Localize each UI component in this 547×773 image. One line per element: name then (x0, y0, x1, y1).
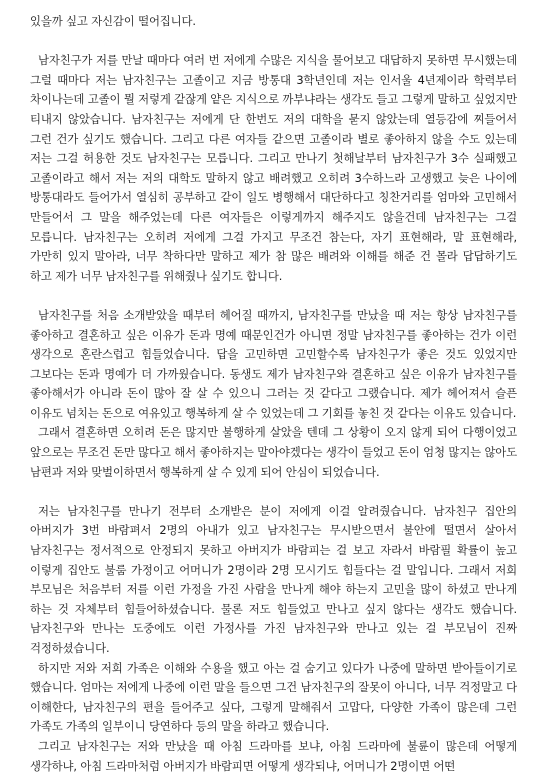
paragraph-4: 그래서 결혼하면 오히려 돈은 많지만 불행하게 살았을 텐데 그 상황이 오지 않게 되어 다행이었고 앞으로는 무조건 돈만 많다고 해서 좋아하지는 말아야겠다는 생각이 들었고 돈이 엄청 많지는 않아도 남편과 저와 맞벌이하면서 행복하게 살 수 있게 되어 안심이 되었습니다. (30, 425, 517, 479)
paragraph-5: 저는 남자친구를 만나기 전부터 소개받은 분이 저에게 이걸 알려줬습니다. 남자친구 집안의 아버지가 3번 바람펴서 2명의 아내가 있고 남자친구는 무시받으면서 불안에 떨면서 살아서 남자친구는 정서적으로 안정되지 못하고 아버지가 바람피는 걸 보고 자라서 바람필 확률이 높고 이렇게 집안도 불룸 가정이고 어머니가 2명이라 2명 모시기도 힘들다는 걸 말입니다. 그래서 저희 부모님은 처음부터 저를 이런 가정을 가진 사람을 만나게 해야 하는지 고민을 많이 하셨고 만나게 하는 것 자체부터 힘들어하셨습니다. 물론 저도 힘들었고 만나고 싶지 않다는 생각도 했습니다. 남자친구와 만나는 도중에도 이런 가정사를 가진 남자친구와 만나고 있는 걸 부모님이 진짜 걱정하셨습니다. (30, 503, 517, 655)
paragraph-1: 있을까 싶고 자신감이 떨어집니다. (30, 14, 196, 28)
paragraph-6: 하지만 저와 저희 가족은 이해와 수용을 했고 아는 걸 숨기고 있다가 나중에 말하면 받아들이기로 했습니다. 엄마는 저에게 나중에 이런 말을 들으면 그건 남자친구의 잘못이 아니다, 너무 걱정말고 다 이해한다, 남자친구의 편을 들어주고 싶다, 그렇게 말해줘서 고맙다, 다양한 가족이 많은데 그런 가족도 가족의 일부이니 당연하다 등의 말을 하라고 했습니다. (30, 660, 517, 734)
paragraph-3: 남자친구를 처음 소개받았을 때부터 헤어질 때까지, 남자친구를 만났을 때 저는 항상 남자친구를 좋아하고 결혼하고 싶은 이유가 돈과 명예 때문인건가 아니면 정말 남자친구를 좋아하는 건가 이런 생각으로 혼란스럽고 힘들었습니다. 답을 고민하면 고민할수록 남자친구가 좋은 것도 있었지만 그보다는 돈과 명예가 더 가까웠습니다. 동생도 제가 남자친구와 결혼하고 싶은 이유가 남자친구를 좋아해서가 아니라 돈이 많아 잘 살 수 있으니 그러는 것 같다고 그랬습니다. 제가 헤어져서 슬픈 이유도 넘치는 돈으로 여유있고 행복하게 살 수 있었는데 그 기회를 놓친 것 같다는 이유도 있습니다. (30, 307, 517, 420)
paragraph-2: 남자친구가 저를 만날 때마다 여러 번 저에게 수많은 지식을 물어보고 대답하지 못하면 무시했는데 그럴 때마다 저는 남자친구는 고졸이고 지금 방통대 3학년인데 저는 인서울 4년제이라 학력부터 차이나는데 고졸이 뭘 저렇게 같잖게 얕은 지식으로 까부냐라는 생각도 들고 그렇게 말하고 싶었지만 티내지 않았습니다. 남자친구는 저에게 단 한번도 저의 대학을 묻지 않았는데 열등감에 찌들어서 그런 건가 싶기도 했습니다. 그리고 다른 여자들 같으면 고졸이라 별로 좋아하지 않을 수도 있는데 저는 그걸 허용한 것도 남자친구는 모릅니다. 그리고 만나기 첫해날부터 남자친구가 3수 실패했고 고졸이라고 해서 저는 저의 대학도 말하지 않고 배려했고 오히려 3수하느라 고생했고 늦은 나이에 방통대라도 들어가서 열심히 공부하고 같이 일도 병행해서 대단하다고 칭찬거리를 엄마와 고민해서 만들어서 그 말을 해주었는데 다른 여자들은 이렇게까지 해주지도 않을건데 남자친구는 그걸 모릅니다. 남자친구는 오히려 저에게 그걸 가지고 무조건 참는다, 자기 표현해라, 말 표현해라, 가만히 있지 말아라, 너무 착하다만 말하고 제가 참 많은 배려와 이해를 해준 건 몰라 답답하기도 하고 제가 너무 남자친구를 위해줬나 싶기도 합니다. (30, 53, 517, 283)
paragraph-7: 그리고 남자친구는 저와 만났을 때 아침 드라마를 보냐, 아침 드라마에 불륜이 많은데 어떻게 생각하냐, 아침 드라마처럼 아버지가 바람피면 어떻게 생각되냐, 어머니가 2명이면 어떤 (30, 738, 517, 773)
